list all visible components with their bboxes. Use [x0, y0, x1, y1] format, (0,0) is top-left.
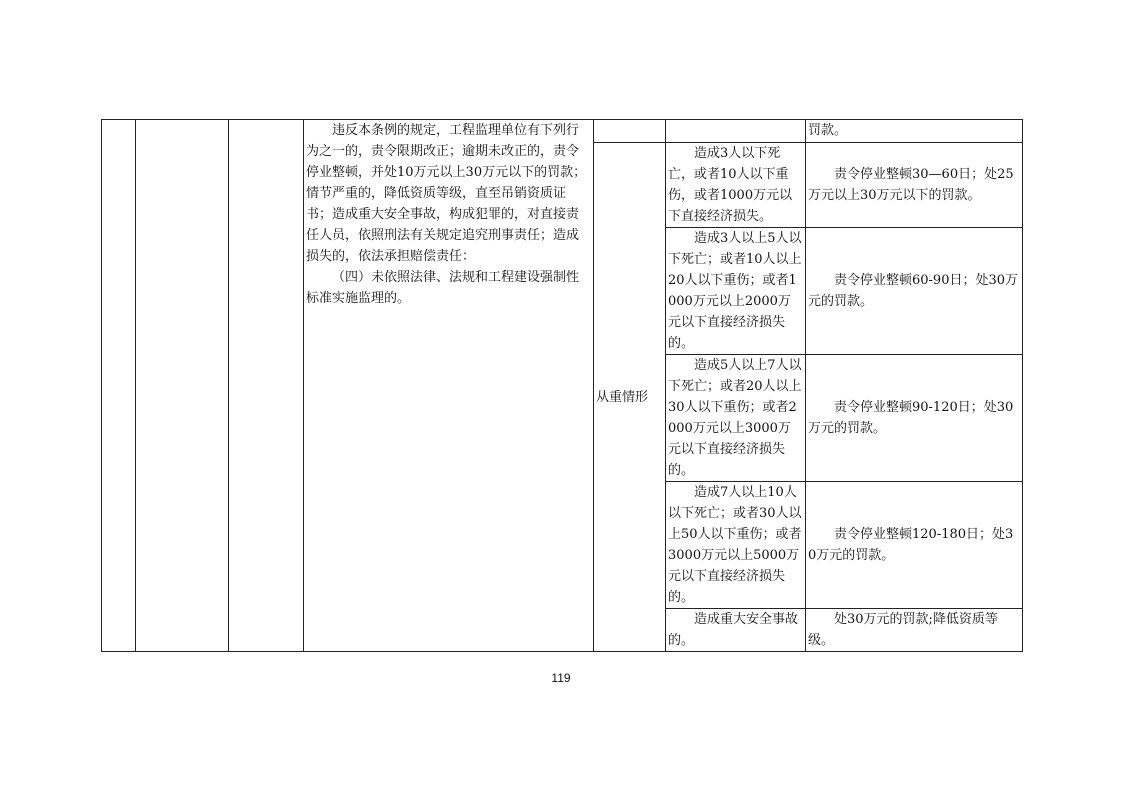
penalty-table: [101, 119, 1023, 652]
clause-cell: [304, 120, 594, 652]
penalty-cell: 处30万元的罚款;降低资质等级。: [806, 609, 1023, 652]
page-number: 119: [551, 671, 571, 685]
penalty-cell: 责令停业整顿120-180日；处30万元的罚款。: [806, 482, 1023, 609]
circumstance-cell: 从重情形: [594, 143, 666, 652]
empty-cell: [666, 120, 806, 143]
condition-cell: 造成5人以上7人以下死亡；或者20人以上30人以下重伤；或者2000万元以上3000万元以下直接经济损失的。: [666, 355, 806, 482]
condition-cell: 造成3人以上5人以下死亡；或者10人以上20人以下重伤；或者1000万元以上2000万元以下直接经济损失的。: [666, 228, 806, 355]
clause-item: （四）未依照法律、法规和工程建设强制性标准实施监理的。: [306, 270, 580, 306]
penalty-cell: 责令停业整顿90-120日；处30万元的罚款。: [806, 355, 1023, 482]
clause-text: 违反本条例的规定，工程监理单位有下列行为之一的，责令限期改正；逾期未改正的，责令停业整顿，并处10万元以上30万元以下的罚款；情节严重的，降低资质等级，直至吊销资质证书；造成重大安全事故，构成犯罪的，对直接责任人员，依照刑法有关规定追究刑事责任；造成损失的，依法承担赔偿责任：: [306, 123, 587, 264]
condition-cell: 造成3人以下死亡，或者10人以下重伤，或者1000万元以下直接经济损失。: [666, 143, 806, 228]
empty-cell: [229, 120, 304, 652]
empty-cell: [102, 120, 136, 652]
penalty-cell: 责令停业整顿30—60日；处25万元以上30万元以下的罚款。: [806, 143, 1023, 228]
penalty-cell: 罚款。: [806, 120, 1023, 143]
empty-cell: [136, 120, 229, 652]
condition-cell: 造成7人以上10人以下死亡；或者30人以上50人以下重伤；或者3000万元以上5000万元以下直接经济损失的。: [666, 482, 806, 609]
penalty-cell: 责令停业整顿60-90日；处30万元的罚款。: [806, 228, 1023, 355]
table-row: [102, 120, 1023, 143]
condition-cell: 造成重大安全事故的。: [666, 609, 806, 652]
empty-cell: [594, 120, 666, 143]
